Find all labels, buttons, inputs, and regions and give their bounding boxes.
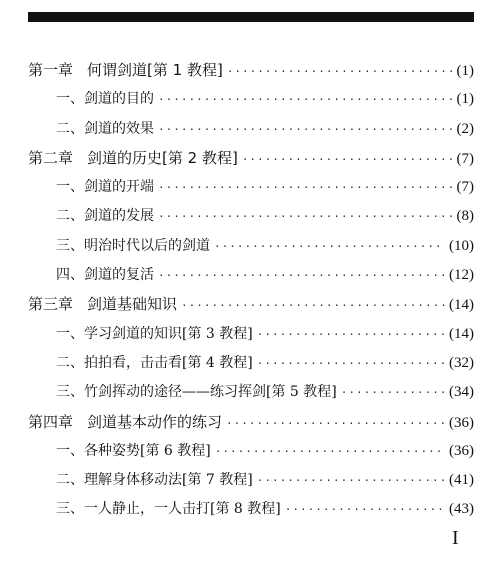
section-title: 二、剑道的发展 (56, 208, 154, 225)
dot-leader (158, 85, 453, 114)
section-title: 一、剑道的目的 (56, 91, 154, 108)
page-number: (41) (449, 472, 474, 489)
dot-leader (158, 202, 453, 231)
section-title: 二、理解身体移动法[第 7 教程] (56, 472, 253, 489)
dot-leader (257, 466, 445, 495)
toc-section (28, 437, 474, 466)
toc-section (28, 85, 474, 114)
page-number: (12) (449, 267, 474, 284)
dot-leader (158, 173, 453, 202)
toc-chapter-4 (28, 408, 474, 437)
section-title: 三、竹剑挥动的途径——练习挥剑[第 5 教程] (56, 384, 337, 401)
section-title: 三、明治时代以后的剑道 (56, 237, 210, 254)
section-title: 一、各种姿势[第 6 教程] (56, 442, 211, 459)
dot-leader (158, 115, 453, 144)
chapter-number: 第四章 (28, 412, 74, 431)
page-number: (36) (449, 414, 474, 431)
toc-section (28, 261, 474, 290)
dot-leader (227, 57, 453, 86)
toc-section (28, 202, 474, 231)
page-number: (14) (449, 297, 474, 314)
page-number: (36) (449, 442, 474, 459)
page-number: (7) (456, 179, 474, 196)
dot-leader (214, 232, 445, 261)
dot-leader (226, 409, 445, 438)
dot-leader (215, 437, 445, 466)
section-title: 一、学习剑道的知识[第 3 教程] (56, 325, 253, 342)
dot-leader (341, 378, 445, 407)
dot-leader (285, 495, 445, 524)
page-number: (8) (456, 208, 474, 225)
page-number: (2) (456, 120, 474, 137)
section-title: 三、一人静止，一人击打[第 8 教程] (56, 501, 281, 518)
toc-chapter-2 (28, 144, 474, 173)
page-number: (32) (449, 354, 474, 371)
toc-section (28, 232, 474, 261)
page-number: (10) (449, 237, 474, 254)
chapter-title: 剑道基础知识 (87, 295, 178, 314)
toc-section (28, 466, 474, 495)
top-rule (28, 12, 474, 22)
page-number: (14) (449, 325, 474, 342)
dot-leader (242, 145, 453, 174)
toc-section (28, 378, 474, 407)
toc-section (28, 349, 474, 378)
dot-leader (257, 320, 445, 349)
page-number: (1) (456, 63, 474, 79)
toc-chapter-1 (28, 56, 474, 85)
section-title: 四、剑道的复活 (56, 267, 154, 284)
chapter-title: 剑道的历史[第 2 教程] (87, 148, 238, 167)
page-number: (43) (449, 501, 474, 518)
section-title: 二、拍拍看，击击看[第 4 教程] (56, 354, 253, 371)
chapter-title: 剑道基本动作的练习 (87, 412, 223, 431)
dot-leader (257, 349, 445, 378)
section-title: 一、剑道的开端 (56, 179, 154, 196)
toc-chapter-3 (28, 290, 474, 319)
page-number: (34) (449, 384, 474, 401)
chapter-title: 何谓剑道[第 1 教程] (87, 61, 223, 79)
chapter-number: 第一章 (28, 61, 74, 79)
dot-leader (181, 291, 445, 320)
page-number: (7) (456, 150, 474, 167)
section-title: 二、剑道的效果 (56, 120, 154, 137)
page-number: (1) (456, 91, 474, 108)
toc-section (28, 173, 474, 202)
chapter-number: 第三章 (28, 295, 74, 314)
dot-leader (158, 261, 445, 290)
toc-section (28, 495, 474, 524)
table-of-contents (28, 56, 474, 525)
page-folio: I (452, 527, 459, 549)
toc-section (28, 115, 474, 144)
chapter-number: 第二章 (28, 148, 74, 167)
toc-section (28, 320, 474, 349)
